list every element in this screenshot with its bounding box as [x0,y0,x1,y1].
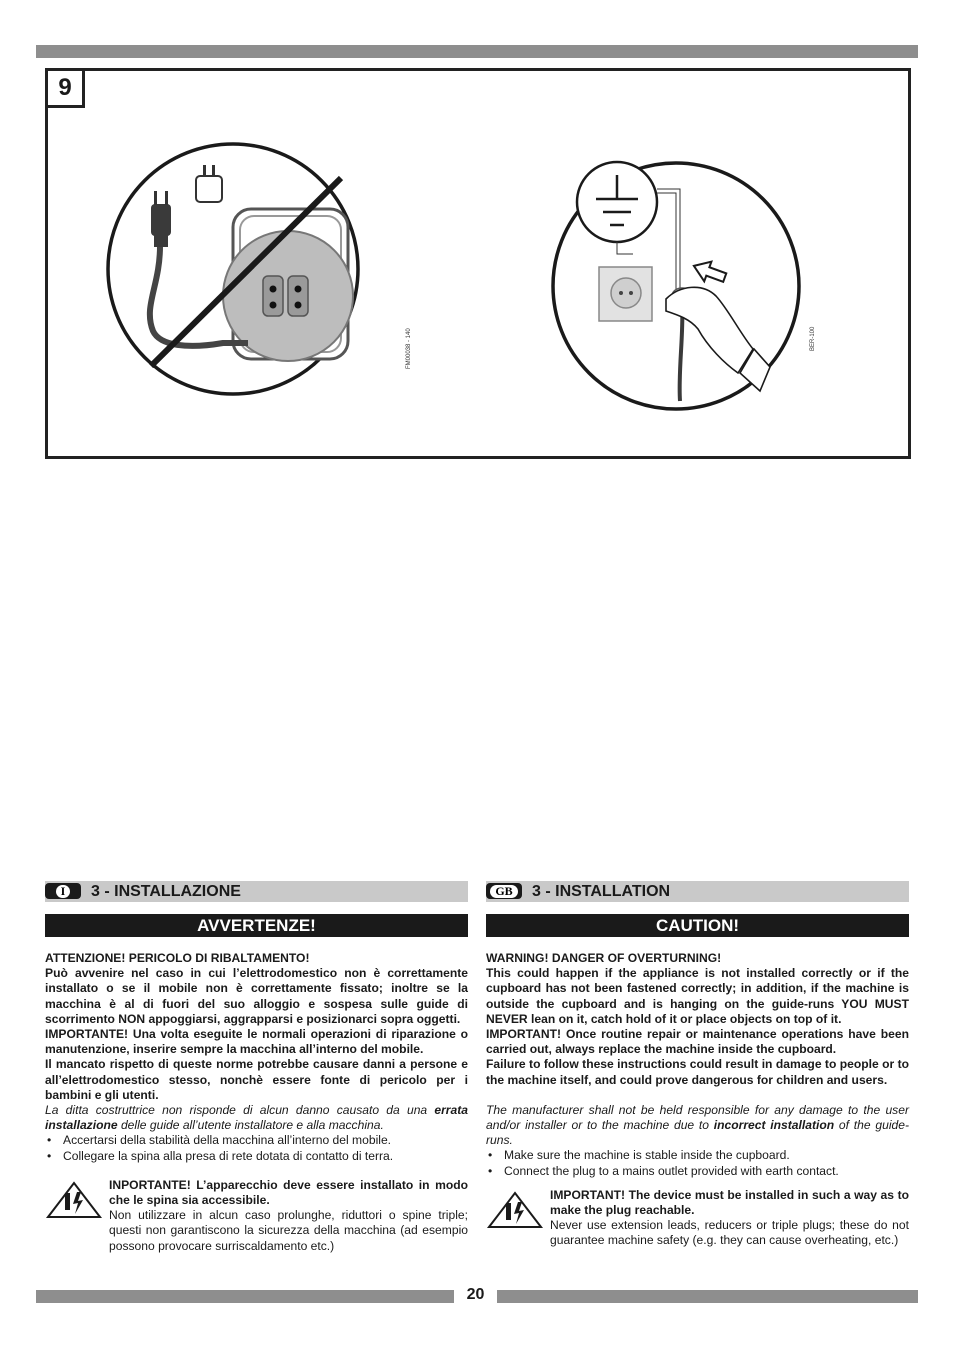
danger-heading-gb: WARNING! DANGER OF OVERTURNING! [486,951,722,965]
section-title-it: 3 - INSTALLAZIONE [91,883,241,900]
caution-text-gb: Never use extension leads, reducers or triple plugs; these do not guarantee machine safety (e.g. they can cause overheating, etc.) [550,1218,909,1248]
failure-text-it: Il mancato rispetto di queste norme potrebbe causare danni a persone e all’elettrodomestico stesso, nonchè essere fonte di pericolo per i bambini e gli utenti. [45,1057,468,1102]
figure-9 [45,68,911,459]
left-figure-code: FM00038 - 140 [406,328,412,369]
earthed-outlet-illustration [553,162,799,409]
body-text-it [45,951,468,1164]
danger-text-it: Può avvenire nel caso in cui l’elettrodomestico non è correttamente installato o se il mobile non è correttamente fissato; inoltre se la macchina è al di fuori del suo alloggio e sospesa sulle guide di scorrimento NON appoggiarsi, aggrapparsi e posizionarci sopra oggetti. [45,966,468,1026]
footer-bar-right [497,1290,918,1303]
electric-hazard-icon [486,1190,544,1230]
list-item: • Accertarsi della stabilità della macchina all’interno del mobile. [45,1133,468,1148]
section-header-gb [486,881,909,902]
danger-heading-it: ATTENZIONE! PERICOLO DI RIBALTAMENTO! [45,951,310,965]
liability-text-it: La ditta costruttrice non risponde di alcun danno causato da una errata installazione delle guide all’utente installatore e alla macchina. [45,1103,468,1133]
caution-text-it: Non utilizzare in alcun caso prolunghe, riduttori o spine triple; questi non garantiscono la sicurezza della macchina (ad esempio possono provocare surriscaldamento etc.) [109,1208,468,1253]
failure-text-gb: Failure to follow these instructions could result in damage to people or to the machine itself, and could prove dangerous for children and users. [486,1057,909,1087]
electric-hazard-icon [45,1180,103,1220]
bullet-list-gb [486,1148,909,1178]
section-title-gb: 3 - INSTALLATION [532,883,671,900]
caution-heading-gb: IMPORTANT! The device must be installed in such a way as to make the plug reachable. [550,1187,909,1218]
language-badge-gb: GB [486,883,522,899]
language-badge-it: I [45,883,81,899]
important-text-it: IMPORTANTE! Una volta eseguite le normali operazioni di riparazione o manutenzione, inserire sempre la macchina all’interno del mobile. [45,1027,468,1057]
list-item: • Collegare la spina alla presa di rete dotata di contatto di terra. [45,1149,468,1164]
important-text-gb: IMPORTANT! Once routine repair or maintenance operations have been carried out, always replace the machine inside the cupboard. [486,1027,909,1057]
body-text-gb [486,951,909,1179]
list-item: • Connect the plug to a mains outlet provided with earth contact. [486,1164,909,1179]
bullet-list-it [45,1133,468,1163]
warning-bar-it: AVVERTENZE! [45,914,468,937]
caution-block-gb [486,1188,909,1249]
english-column [486,881,909,1249]
liability-text-gb: The manufacturer shall not be held responsible for any damage to the user and/or installer or to the machine due to incorrect installation of the guide-runs. [486,1102,909,1148]
header-bar [36,45,918,58]
caution-heading-it: INPORTANTE! L’apparecchio deve essere installato in modo che le spina sia accessibile. [109,1177,468,1208]
list-item: • Make sure the machine is stable inside the cupboard. [486,1148,909,1163]
caution-block-it [45,1178,468,1254]
italian-column [45,881,468,1254]
section-header-it [45,881,468,902]
figure-number: 9 [48,71,85,108]
warning-bar-gb: CAUTION! [486,914,909,937]
no-extension-illustration [108,144,358,394]
danger-text-gb: This could happen if the appliance is not installed correctly or if the cupboard has not been fastened correctly; in addition, if the machine is outside the cupboard and is hanging on the guide-runs YOU MUST NEVER lean on it, catch hold of it or place objects on top of it. [486,966,909,1026]
footer-bar-left [36,1290,454,1303]
page-number: 20 [466,1286,485,1303]
right-figure-code: BER-100 [810,326,816,351]
figure-illustration [48,71,908,456]
